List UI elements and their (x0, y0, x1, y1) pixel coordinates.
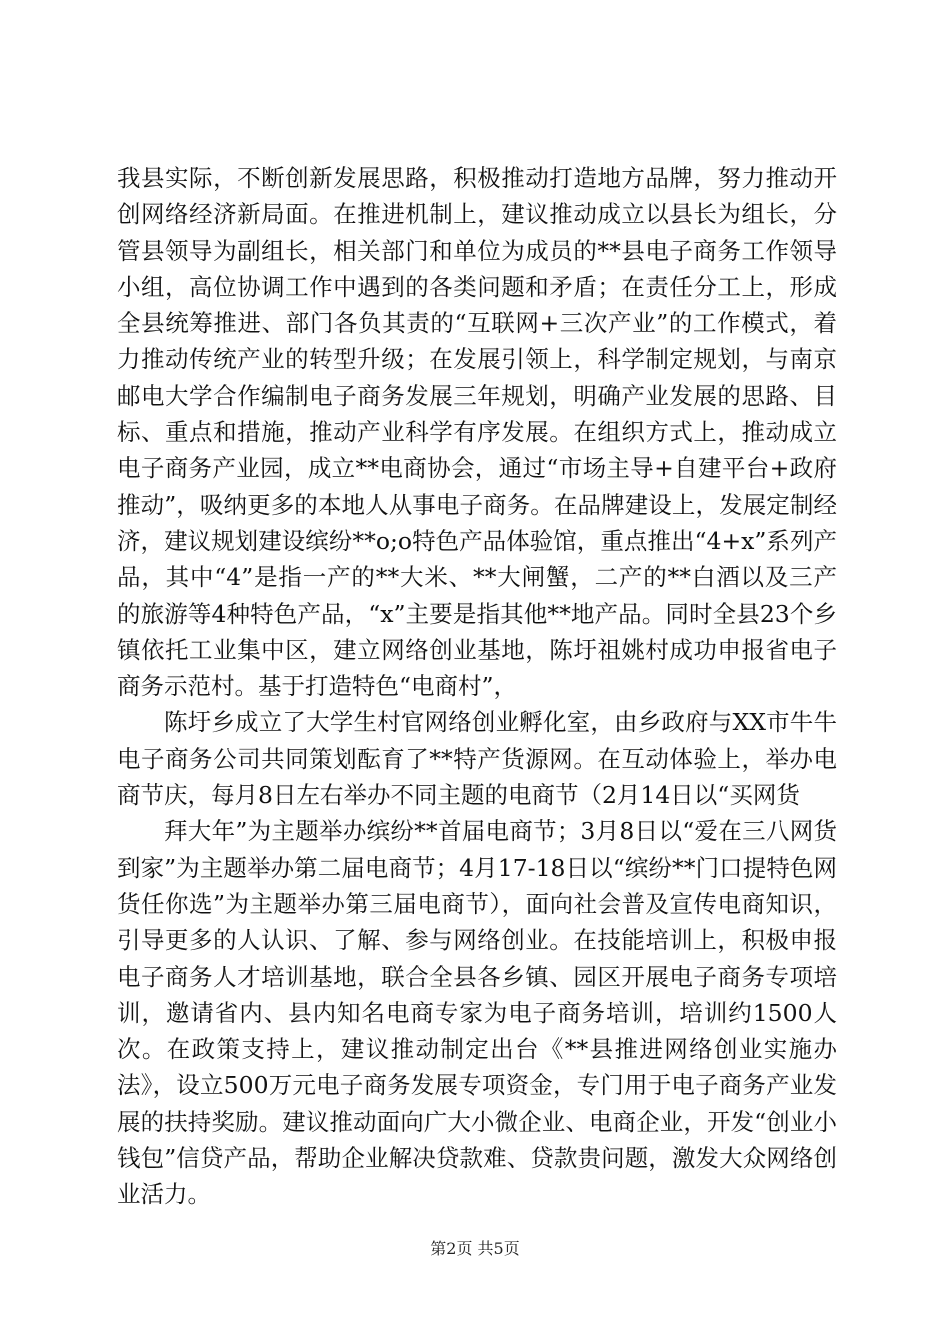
document-body (117, 160, 837, 1213)
paragraph-1: 我县实际，不断创新发展思路，积极推动打造地方品牌，努力推动开创网络经济新局面。在推进机制上，建议推动成立以县长为组长，分管县领导为副组长，相关部门和单位为成员的**县电子商务工作领导小组，高位协调工作中遇到的各类问题和矛盾；在责任分工上，形成全县统筹推进、部门各负其责的“互联网+三次产业”的工作模式，着力推动传统产业的转型升级；在发展引领上，科学制定规划，与南京邮电大学合作编制电子商务发展三年规划，明确产业发展的思路、目标、重点和措施，推动产业科学有序发展。在组织方式上，推动成立电子商务产业园，成立**电商协会，通过“市场主导+自建平台+政府推动”，吸纳更多的本地人从事电子商务。在品牌建设上，发展定制经济，建议规划建设缤纷**o;o特色产品体验馆，重点推出“4+x”系列产品，其中“4”是指一产的**大米、**大闸蟹，二产的**白酒以及三产的旅游等4种特色产品，“x”主要是指其他**地产品。同时全县23个乡镇依托工业集中区，建立网络创业基地，陈圩祖姚村成功申报省电子商务示范村。基于打造特色“电商村”， (117, 164, 837, 701)
paragraph-2: 陈圩乡成立了大学生村官网络创业孵化室，由乡政府与XX市牛牛电子商务公司共同策划酝育了**特产货源网。在互动体验上，举办电商节庆，每月8日左右举办不同主题的电商节（2月14日以“买网货 (117, 708, 837, 810)
page-number-footer: 第2页 共5页 (430, 1239, 520, 1258)
paragraph-3: 拜大年”为主题举办缤纷**首届电商节；3月8日以“爱在三八网货到家”为主题举办第二届电商节；4月17-18日以“缤纷**门口提特色网货任你选”为主题举办第三届电商节），面向社会普及宣传电商知识，引导更多的人认识、了解、参与网络创业。在技能培训上，积极申报电子商务人才培训基地，联合全县各乡镇、园区开展电子商务专项培训，邀请省内、县内知名电商专家为电子商务培训，培训约1500人次。在政策支持上，建议推动制定出台《**县推进网络创业实施办法》，设立500万元电子商务发展专项资金，专门用于电子商务产业发展的扶持奖励。建议推动面向广大小微企业、电商企业，开发“创业小钱包”信贷产品，帮助企业解决贷款难、贷款贵问题，激发大众网络创业活力。 (117, 817, 837, 1209)
